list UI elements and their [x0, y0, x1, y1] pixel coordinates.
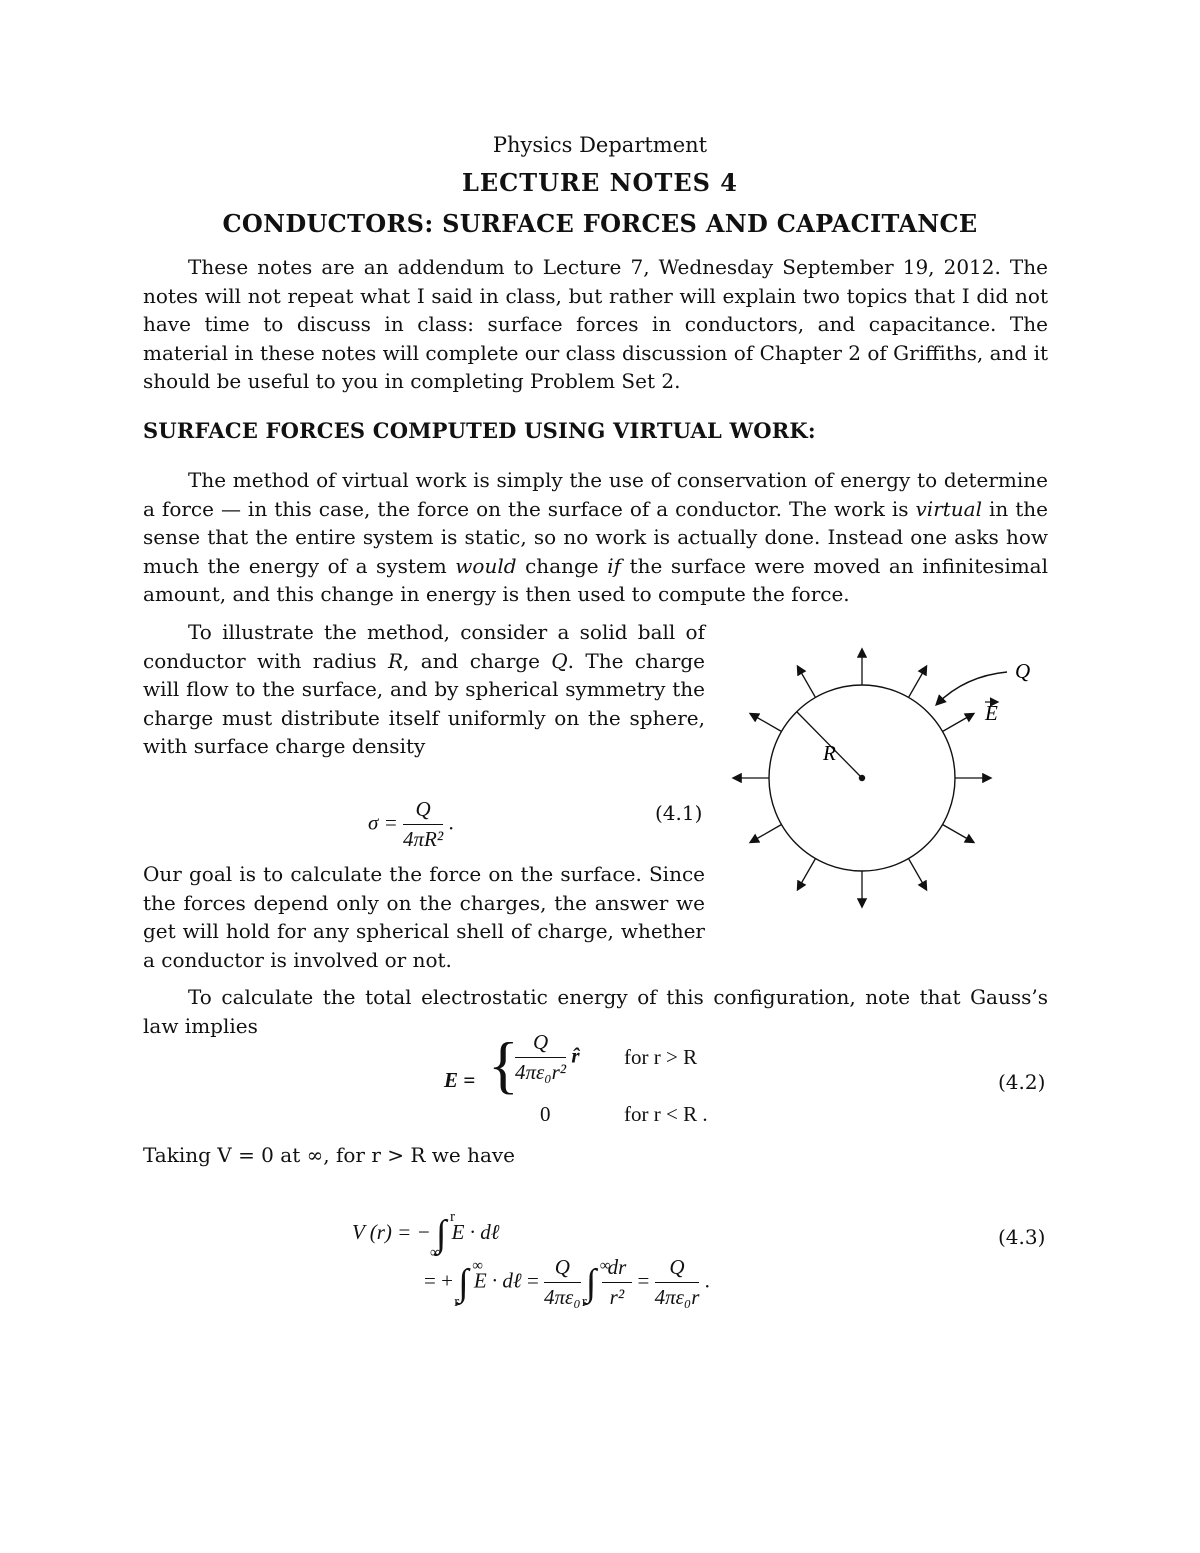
goal-paragraph: Our goal is to calculate the force on the surface. Since the forces depend only on the charges, the answer we get will hold for any spherical shell of charge, whether a conductor is involved or not.: [143, 862, 705, 972]
gauss-paragraph: To calculate the total electrostatic energy of this configuration, note that Gauss’s law implies: [143, 985, 1048, 1038]
department-line: Physics Department: [492, 133, 708, 157]
equation-4-3-line-1: V (r) = − ∫ r ∞ E · dℓ: [352, 1209, 500, 1261]
charged-sphere-figure: [725, 640, 1055, 920]
illustrate-paragraph: To illustrate the method, consider a solid ball of conductor with radius R, and charge Q. The charge will flow to the surface, and by spherical symmetry the charge must distribute itself uniformly on the sphere, with surface charge density: [143, 620, 705, 759]
field-arrow: [943, 714, 974, 732]
equation-number-4-3: (4.3): [998, 1225, 1046, 1249]
equation-4-2-case-2: 0: [540, 1102, 551, 1126]
section-heading: SURFACE FORCES COMPUTED USING VIRTUAL WORK:: [143, 418, 816, 443]
center-dot: [859, 775, 865, 781]
field-label: E: [985, 701, 998, 725]
equation-number-4-1: (4.1): [655, 801, 703, 825]
taking-line: Taking V = 0 at ∞, for r > R we have: [143, 1143, 516, 1167]
brace: {: [488, 1029, 519, 1100]
virtual-work-paragraph: The method of virtual work is simply the use of conservation of energy to determine a force — in this case, the force on the surface of a conductor. The work is virtual in the sense that the entire system is static, so no work is actually done. Instead one asks how much the energy of a system would change if the surface were moved an infinitesimal amount, and this change in energy is then used to compute the force.: [143, 468, 1049, 607]
field-arrow: [798, 667, 816, 698]
field-arrow: [798, 859, 816, 890]
lecture-number: LECTURE NOTES 4: [461, 168, 739, 197]
equation-4-2-case-1: $\frac{Q}{\text{4πε₀r²}}$ r̂: [515, 1030, 580, 1084]
field-arrow: [751, 714, 782, 732]
page-title: CONDUCTORS: SURFACE FORCES AND CAPACITANCE: [222, 209, 978, 238]
charge-pointer-arrow: [937, 672, 1007, 704]
field-arrow: [909, 859, 927, 890]
equation-4-2-condition-2: for r < R .: [624, 1102, 708, 1126]
charge-label: Q: [1015, 659, 1031, 683]
equation-4-3-line-2: = + ∫ ∞ r E · dℓ = $\frac{Q}{\text{4πε₀}}$ ∫ ∞ r $\frac{dr}{\text{r²}}$ = $\frac{Q}{\text{4πε₀r}}$ .: [424, 1255, 710, 1310]
equation-4-2-lhs: E =: [444, 1068, 476, 1092]
equation-4-2-condition-1: for r > R: [624, 1045, 698, 1069]
equation-number-4-2: (4.2): [998, 1070, 1046, 1094]
field-arrow: [909, 667, 927, 698]
intro-paragraph: These notes are an addendum to Lecture 7, Wednesday September 19, 2012. The notes will not repeat what I said in class, but rather will explain two topics that I did not have time to discuss in class: surface forces in conductors, and capacitance. The material in these notes will complete our class discussion of Chapter 2 of Griffiths, and it should be useful to you in completing Problem Set 2.: [143, 255, 1049, 394]
radius-label: R: [823, 741, 836, 765]
field-arrow: [751, 825, 782, 843]
equation-4-1: σ = $\frac{Q}{\text{4πR²}}$ .: [368, 797, 454, 851]
field-arrow: [943, 825, 974, 843]
